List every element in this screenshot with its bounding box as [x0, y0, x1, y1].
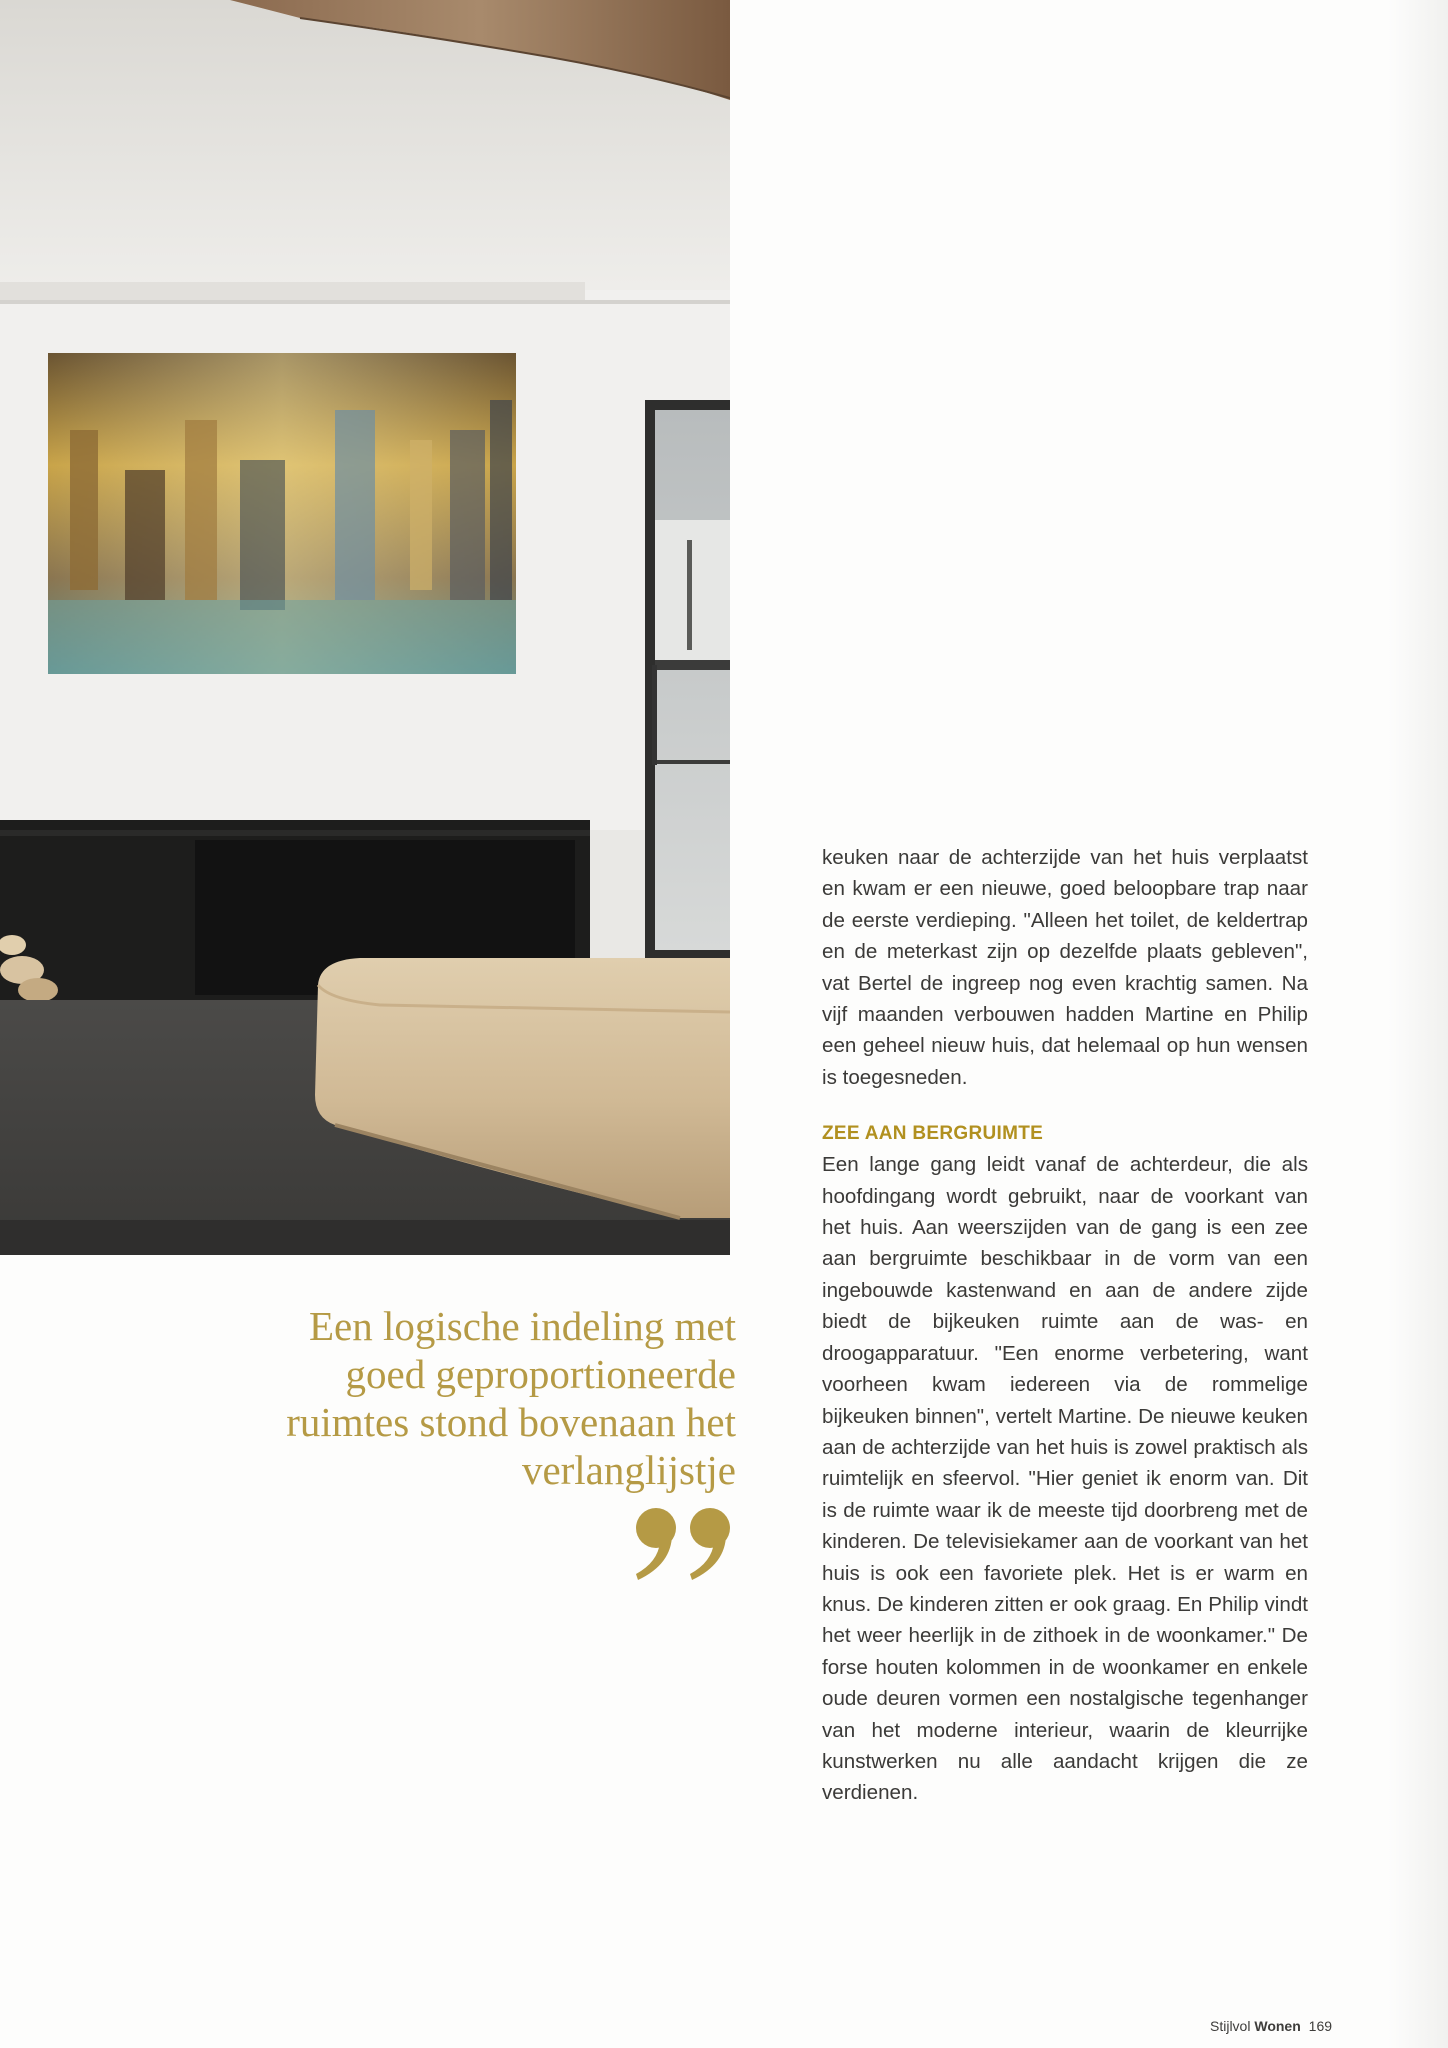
page-edge-shadow [1388, 0, 1448, 2048]
section-subheading: ZEE AAN BERGRUIMTE [822, 1123, 1044, 1145]
article-paragraph: Een lange gang leidt vanaf de achterdeur, die als hoofdingang wordt gebruikt, naar de voorkant van het huis. Aan weerszijden van de gang is een zee aan bergruimte beschikbaar in de vorm van een ingebouwde kastenwand en aan de andere zijde biedt de bijkeuken ruimte aan de was- en droogapparatuur. "Een enorme verbetering, want voorheen kwam iedereen via de rommelige bijkeuken binnen", vertelt Martine. De nieuwe keuken aan de achterzijde van het huis is zowel praktisch als ruimtelijk en sfeervol. "Hier geniet ik enorm van. Dit is de ruimte waar ik de meeste tijd doorbreng met de kinderen. De televisiekamer aan de voorkant van het huis is ook een favoriete plek. Het is er warm en knus. De kinderen zitten er ook graag. En Philip vindt het weer heerlijk in de zithoek in de woonkamer." De forse houten kolommen in de woonkamer en enkele oude deuren vormen een nostalgische tegenhanger van het moderne interieur, waarin de kleurrijke kunstwerken nu alle aandacht krijgen die ze verdienen. [822, 1153, 1308, 1805]
page-number: 169 [1308, 2018, 1333, 2034]
pull-quote [222, 1302, 736, 1494]
pull-quote-line: goed geproportioneerde [345, 1351, 736, 1397]
pull-quote-line: verlanglijstje [521, 1447, 736, 1493]
article-column [822, 842, 1308, 1809]
article-paragraph: keuken naar de achterzijde van het huis verplaatst en kwam er een nieuwe, goed beloopbare trap naar de eerste verdieping. "Alleen het toilet, de keldertrap en de meterkast zijn op dezelfde plaats gebleven", vat Bertel de ingreep nog even krachtig samen. Na vijf maanden verbouwen hadden Martine en Philip een geheel nieuw huis, dat helemaal op hun wensen is toegesneden. [822, 846, 1308, 1089]
pull-quote-line: Een logische indeling met [309, 1303, 736, 1349]
interior-photo [0, 0, 730, 1255]
page-footer [1210, 2018, 1340, 2034]
closing-quote-icon [632, 1506, 736, 1584]
pull-quote-line: ruimtes stond bovenaan het [286, 1399, 736, 1445]
magazine-name: Stijlvol [1210, 2018, 1251, 2034]
magazine-name-bold: Wonen [1254, 2018, 1301, 2034]
city-painting [48, 353, 516, 674]
